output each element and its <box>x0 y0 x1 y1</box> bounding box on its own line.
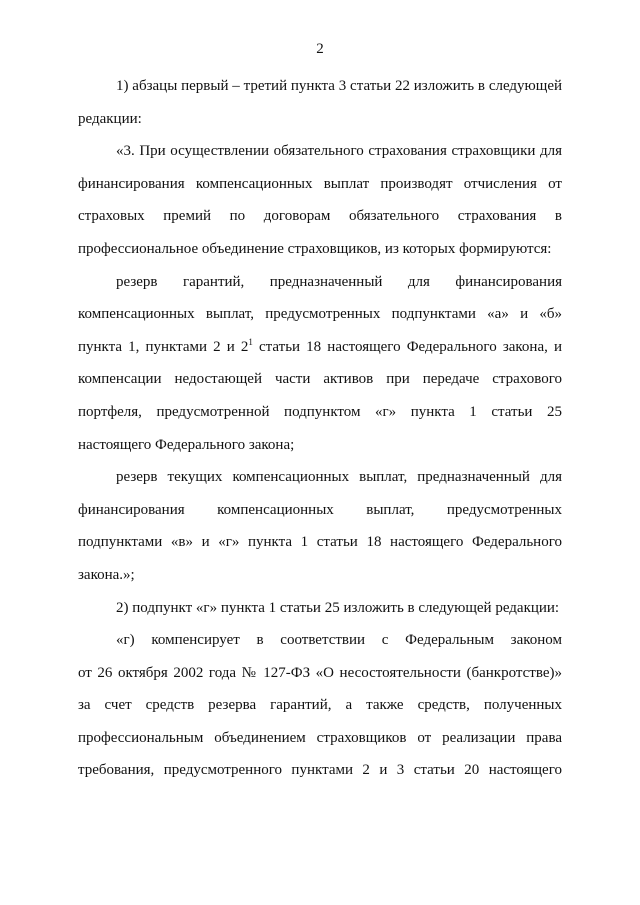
text-line: портфеля, предусмотренной подпунктом «г» пункта 1 статьи 25 <box>78 403 562 420</box>
text-line: компенсации недостающей части активов при передаче страхового <box>78 371 562 388</box>
text-line: резерв гарантий, предназначенный для финансирования <box>116 273 562 290</box>
text-line: финансирования компенсационных выплат производят отчисления от <box>78 175 562 192</box>
paragraph-1 <box>78 70 562 135</box>
text-line: 2) подпункт «г» пункта 1 статьи 25 изложить в следующей редакции: <box>116 599 560 616</box>
paragraph-4 <box>78 461 562 591</box>
paragraph-3 <box>78 266 562 462</box>
paragraph-2 <box>78 135 562 265</box>
text-line: профессиональное объединение страховщиков, из которых формируются: <box>78 240 552 257</box>
text-line: настоящего Федерального закона; <box>78 436 295 453</box>
text-line: 1) абзацы первый – третий пункта 3 статьи 22 изложить в следующей <box>116 78 562 94</box>
text-line: страховых премий по договорам обязательного страхования в <box>78 208 562 225</box>
text-line: резерв текущих компенсационных выплат, предназначенный для <box>116 469 562 486</box>
text-line: компенсационных выплат, предусмотренных подпунктами «а» и «б» <box>78 306 562 323</box>
superscript: 1 <box>248 336 253 347</box>
paragraph-5 <box>78 592 562 625</box>
text-line: за счет средств резерва гарантий, а также средств, полученных <box>78 697 562 714</box>
text-line: финансирования компенсационных выплат, предусмотренных <box>78 501 562 518</box>
text-line: редакции: <box>78 110 142 127</box>
text-fragment: пункта 1, пунктами 2 и 2 <box>78 338 249 355</box>
page-number: 2 <box>316 41 324 57</box>
text-line: закона.»; <box>78 566 135 583</box>
text-line-with-superscript <box>78 331 562 364</box>
paragraph-6 <box>78 624 562 787</box>
text-line: от 26 октября 2002 года № 127-ФЗ «О несостоятельности (банкротстве)» <box>78 664 562 681</box>
text-line: требования, предусмотренного пунктами 2 и 3 статьи 20 настоящего <box>78 762 562 779</box>
text-line: «3. При осуществлении обязательного страхования страховщики для <box>116 143 562 160</box>
text-line: «г) компенсирует в соответствии с Федеральным законом <box>116 632 562 649</box>
text-fragment: статьи 18 настоящего Федерального закона, и <box>252 338 562 355</box>
text-line: подпунктами «в» и «г» пункта 1 статьи 18 настоящего Федерального <box>78 534 562 551</box>
text-line: профессиональным объединением страховщиков от реализации права <box>78 729 562 746</box>
